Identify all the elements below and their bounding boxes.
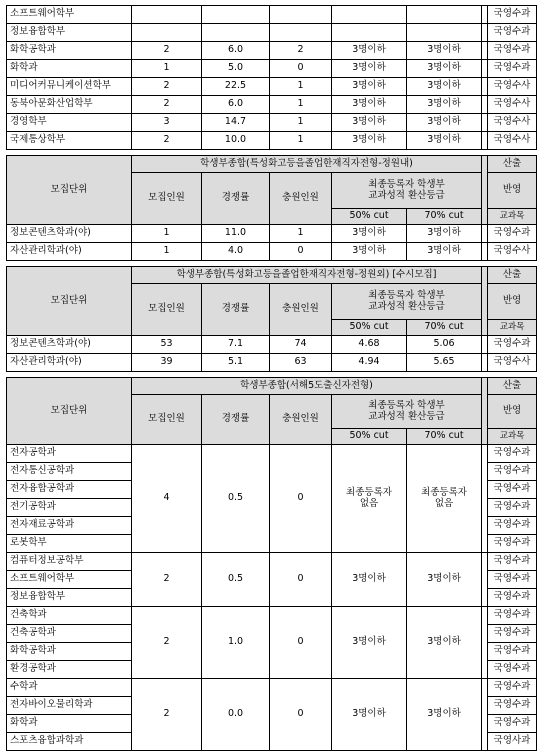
grade-cut-50: 4.94	[332, 354, 407, 372]
header-unit: 모집단위	[7, 267, 132, 336]
header-cut50: 50% cut	[332, 429, 407, 445]
basis-subjects: 국영수과	[488, 715, 537, 733]
competition-rate: 0.0	[202, 679, 270, 751]
header-extra: 충원인원	[270, 284, 332, 336]
basis-subjects: 국영수사	[488, 132, 537, 150]
extra-admission: 1	[270, 132, 332, 150]
header-grade-line1: 최종등록자 학생부	[368, 399, 445, 411]
basis-subjects: 국영수사	[488, 243, 537, 261]
table-employee-quota-outside	[6, 266, 537, 372]
competition-rate	[202, 24, 270, 42]
major-name: 정보콘텐츠학과(야)	[7, 336, 132, 354]
table-row	[7, 243, 537, 261]
major-name: 전자통신공학과	[7, 463, 132, 481]
grade-cut-50: 3명이하	[332, 243, 407, 261]
major-name: 경영학부	[7, 114, 132, 132]
major-name: 건축학과	[7, 607, 132, 625]
header-extra: 충원인원	[270, 173, 332, 225]
extra-admission: 1	[270, 114, 332, 132]
extra-admission: 63	[270, 354, 332, 372]
basis-subjects: 국영수과	[488, 60, 537, 78]
header-rate: 경쟁률	[202, 173, 270, 225]
grade-cut-70: 3명이하	[407, 607, 482, 679]
table-row	[7, 6, 537, 24]
header-cut50: 50% cut	[332, 320, 407, 336]
major-name: 자산관리학과(야)	[7, 243, 132, 261]
grade-cut-70: 3명이하	[407, 42, 482, 60]
basis-subjects: 국영수사	[488, 96, 537, 114]
recruit-count: 53	[132, 336, 202, 354]
major-name: 화학공학과	[7, 42, 132, 60]
table-title: 학생부종합(특성화고등을졸업한재직자전형-정원내)	[132, 156, 482, 173]
header-cut70: 70% cut	[407, 429, 482, 445]
recruit-count: 2	[132, 96, 202, 114]
header-grade-line2: 교과성적 환산등급	[368, 189, 445, 201]
header-basis-2: 반영	[488, 173, 537, 209]
basis-subjects: 국영수과	[488, 225, 537, 243]
major-name: 전자융합공학과	[7, 481, 132, 499]
table-row	[7, 607, 537, 625]
recruit-count: 1	[132, 60, 202, 78]
header-grade-line1: 최종등록자 학생부	[368, 289, 445, 301]
recruit-count: 2	[132, 78, 202, 96]
recruit-count: 2	[132, 42, 202, 60]
table-title: 학생부종합(특성화고등을졸업한재직자전형-정원외) [수시모집]	[132, 267, 482, 284]
table-row	[7, 24, 537, 42]
table-west-sea-islands	[6, 377, 537, 751]
major-name: 정보융합학부	[7, 24, 132, 42]
grade-cut-50	[332, 6, 407, 24]
major-name: 화학과	[7, 715, 132, 733]
recruit-count: 2	[132, 132, 202, 150]
competition-rate	[202, 6, 270, 24]
basis-subjects: 국영수과	[488, 499, 537, 517]
competition-rate: 5.0	[202, 60, 270, 78]
header-basis-3: 교과목	[488, 209, 537, 225]
extra-admission: 0	[270, 679, 332, 751]
grade-cut-50	[332, 445, 407, 553]
grade-cut-50: 4.68	[332, 336, 407, 354]
extra-admission: 0	[270, 607, 332, 679]
major-name: 국제통상학부	[7, 132, 132, 150]
header-recruit: 모집인원	[132, 173, 202, 225]
table-row	[7, 336, 537, 354]
header-rate: 경쟁률	[202, 284, 270, 336]
basis-subjects: 국영수사	[488, 78, 537, 96]
recruit-count: 2	[132, 679, 202, 751]
competition-rate: 5.1	[202, 354, 270, 372]
competition-rate: 0.5	[202, 553, 270, 607]
major-name: 미디어커뮤니케이션학부	[7, 78, 132, 96]
grade-cut-50: 3명이하	[332, 225, 407, 243]
basis-subjects: 국영수과	[488, 481, 537, 499]
basis-subjects: 국영수과	[488, 42, 537, 60]
grade-cut-50: 3명이하	[332, 60, 407, 78]
grade-cut-70	[407, 445, 482, 553]
major-name: 화학공학과	[7, 643, 132, 661]
basis-subjects: 국영수과	[488, 679, 537, 697]
header-basis-1: 산출	[488, 156, 537, 173]
header-grade-line1: 최종등록자 학생부	[368, 178, 445, 190]
basis-subjects: 국영수사	[488, 114, 537, 132]
header-basis-3: 교과목	[488, 320, 537, 336]
grade-cut-70: 3명이하	[407, 114, 482, 132]
recruit-count: 3	[132, 114, 202, 132]
grade-cut-50: 3명이하	[332, 96, 407, 114]
major-name: 전자공학과	[7, 445, 132, 463]
grade-cut-70: 3명이하	[407, 60, 482, 78]
basis-subjects: 국영수과	[488, 445, 537, 463]
competition-rate: 14.7	[202, 114, 270, 132]
basis-subjects: 국영수과	[488, 6, 537, 24]
grade-cut-70: 3명이하	[407, 679, 482, 751]
table-row	[7, 60, 537, 78]
header-cut70: 70% cut	[407, 209, 482, 225]
grade-cut-50-line1: 최종등록자	[346, 486, 392, 498]
grade-cut-70: 3명이하	[407, 243, 482, 261]
grade-cut-50: 3명이하	[332, 132, 407, 150]
header-cut50: 50% cut	[332, 209, 407, 225]
header-extra: 충원인원	[270, 395, 332, 445]
major-name: 로봇학부	[7, 535, 132, 553]
grade-cut-70: 5.65	[407, 354, 482, 372]
extra-admission	[270, 24, 332, 42]
basis-subjects: 국영수과	[488, 571, 537, 589]
header-grade-line2: 교과성적 환산등급	[368, 300, 445, 312]
recruit-count: 1	[132, 243, 202, 261]
grade-cut-70	[407, 24, 482, 42]
extra-admission: 0	[270, 243, 332, 261]
header-grade-line2: 교과성적 환산등급	[368, 410, 445, 422]
major-name: 소프트웨어학부	[7, 6, 132, 24]
table-row	[7, 679, 537, 697]
header-unit: 모집단위	[7, 378, 132, 445]
recruit-count: 2	[132, 607, 202, 679]
grade-cut-70-line1: 최종등록자	[421, 486, 467, 498]
major-name: 환경공학과	[7, 661, 132, 679]
major-name: 화학과	[7, 60, 132, 78]
recruit-count: 2	[132, 553, 202, 607]
major-name: 수학과	[7, 679, 132, 697]
competition-rate: 1.0	[202, 607, 270, 679]
major-name: 컴퓨터정보공학부	[7, 553, 132, 571]
header-cut70: 70% cut	[407, 320, 482, 336]
extra-admission: 0	[270, 445, 332, 553]
major-name: 전기공학과	[7, 499, 132, 517]
table-continuation	[6, 5, 537, 150]
table-row	[7, 553, 537, 571]
competition-rate: 7.1	[202, 336, 270, 354]
basis-subjects: 국영수과	[488, 463, 537, 481]
major-name: 정보콘텐츠학과(야)	[7, 225, 132, 243]
major-name: 동북아문화산업학부	[7, 96, 132, 114]
table-row	[7, 42, 537, 60]
grade-cut-50-line2: 없음	[359, 497, 379, 509]
table-row	[7, 96, 537, 114]
extra-admission: 0	[270, 60, 332, 78]
basis-subjects: 국영사과	[488, 733, 537, 751]
grade-cut-50: 3명이하	[332, 114, 407, 132]
table-title: 학생부종합(서해5도출신자전형)	[132, 378, 482, 395]
table-row	[7, 445, 537, 463]
recruit-count: 4	[132, 445, 202, 553]
major-name: 소프트웨어학부	[7, 571, 132, 589]
header-recruit: 모집인원	[132, 284, 202, 336]
extra-admission: 1	[270, 78, 332, 96]
major-name: 스포츠융합과학과	[7, 733, 132, 751]
grade-cut-70-line2: 없음	[434, 497, 454, 509]
major-name: 자산관리학과(야)	[7, 354, 132, 372]
extra-admission: 74	[270, 336, 332, 354]
basis-subjects: 국영수과	[488, 553, 537, 571]
competition-rate: 6.0	[202, 96, 270, 114]
header-rate: 경쟁률	[202, 395, 270, 445]
table-row	[7, 114, 537, 132]
header-basis-1: 산출	[488, 378, 537, 395]
extra-admission: 0	[270, 553, 332, 607]
extra-admission	[270, 6, 332, 24]
grade-cut-70	[407, 6, 482, 24]
grade-cut-50: 3명이하	[332, 607, 407, 679]
competition-rate: 6.0	[202, 42, 270, 60]
grade-cut-70: 3명이하	[407, 553, 482, 607]
basis-subjects: 국영수과	[488, 607, 537, 625]
table-row	[7, 132, 537, 150]
header-grade	[332, 173, 482, 209]
major-name: 전자재료공학과	[7, 517, 132, 535]
grade-cut-50	[332, 24, 407, 42]
extra-admission: 1	[270, 225, 332, 243]
basis-subjects: 국영수과	[488, 535, 537, 553]
header-unit: 모집단위	[7, 156, 132, 225]
header-basis-2: 반영	[488, 395, 537, 429]
basis-subjects: 국영수과	[488, 643, 537, 661]
grade-cut-70: 5.06	[407, 336, 482, 354]
header-grade	[332, 395, 482, 429]
recruit-count	[132, 6, 202, 24]
basis-subjects: 국영수과	[488, 661, 537, 679]
recruit-count: 39	[132, 354, 202, 372]
basis-subjects: 국영수과	[488, 336, 537, 354]
grade-cut-50: 3명이하	[332, 78, 407, 96]
grade-cut-50: 3명이하	[332, 42, 407, 60]
table-row	[7, 354, 537, 372]
table-row	[7, 78, 537, 96]
grade-cut-70: 3명이하	[407, 132, 482, 150]
competition-rate: 11.0	[202, 225, 270, 243]
basis-subjects: 국영수과	[488, 625, 537, 643]
header-basis-1: 산출	[488, 267, 537, 284]
basis-subjects: 국영수과	[488, 589, 537, 607]
major-name: 정보융합학부	[7, 589, 132, 607]
recruit-count: 1	[132, 225, 202, 243]
grade-cut-70: 3명이하	[407, 96, 482, 114]
major-name: 건축공학과	[7, 625, 132, 643]
basis-subjects: 국영수과	[488, 517, 537, 535]
competition-rate: 0.5	[202, 445, 270, 553]
major-name: 전자바이오물리학과	[7, 697, 132, 715]
extra-admission: 2	[270, 42, 332, 60]
header-recruit: 모집인원	[132, 395, 202, 445]
header-basis-2: 반영	[488, 284, 537, 320]
header-grade	[332, 284, 482, 320]
competition-rate: 22.5	[202, 78, 270, 96]
table-row	[7, 225, 537, 243]
basis-subjects: 국영수과	[488, 24, 537, 42]
grade-cut-50: 3명이하	[332, 553, 407, 607]
basis-subjects: 국영수과	[488, 697, 537, 715]
grade-cut-70: 3명이하	[407, 78, 482, 96]
table-employee-quota-inside	[6, 155, 537, 261]
competition-rate: 10.0	[202, 132, 270, 150]
competition-rate: 4.0	[202, 243, 270, 261]
basis-subjects: 국영수사	[488, 354, 537, 372]
extra-admission: 1	[270, 96, 332, 114]
header-basis-3: 교과목	[488, 429, 537, 445]
grade-cut-70: 3명이하	[407, 225, 482, 243]
grade-cut-50: 3명이하	[332, 679, 407, 751]
recruit-count	[132, 24, 202, 42]
